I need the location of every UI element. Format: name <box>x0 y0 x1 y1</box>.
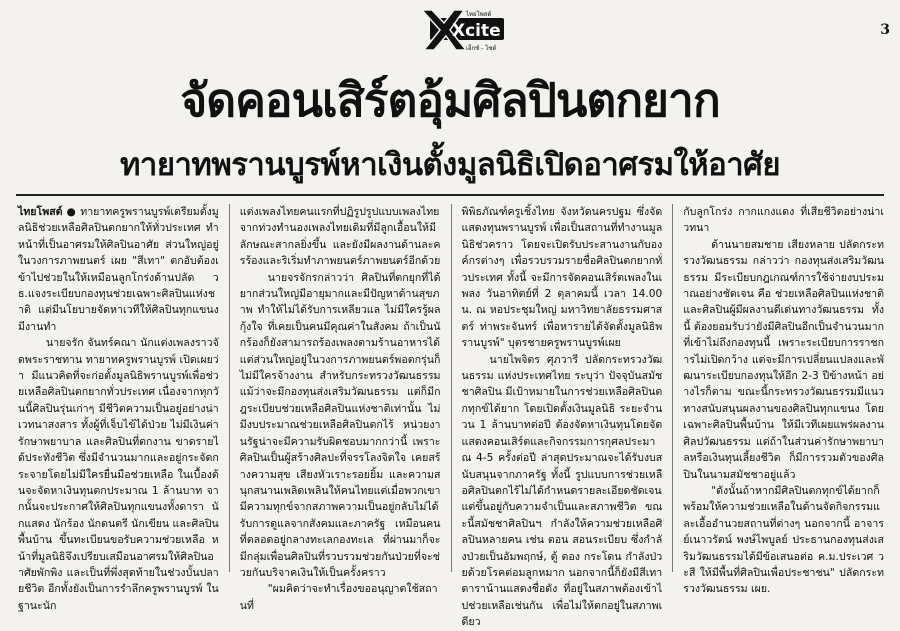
headline: จัดคอนเสิร์ตอุ้มศิลปินตกยาก <box>180 73 720 127</box>
paragraph: พิพิธภัณฑ์ครูเชิ้งไทย จังหวัดนครปฐม ซึ่งจัดแสดงทุนพรานบูรพ์ เพื่อเป็นสถานที่ทำงานมูลนิธิช่วคราว โดยจะเปิดรับประสานงานกับองค์กรต่างๆ เพื่อรวบรวมรายชื่อศิลปินตกยากทั่วประเทศ ทั้งนี้ จะมีการจัดคอนเสิร์ตเพลงในเพลง วันอาทิตย์ที่ 2 ตุลาคมนี้ เวลา 14.00 น. ณ หอประชุมใหญ่ มหาวิทยาลัยธรรมศาสตร์ ท่าพระจันทร์ เพื่อหารายได้จัดตั้งมูลนิธิพรานบูรพ์" บุตรชายครูพรานบูรพ์เผย <box>461 206 663 350</box>
paragraph: "ดังนั้นถ้าหากมีศิลปินตกทุกข์ได้ยากก็พร้อมให้ความช่วยเหลือในด้านจัดกิจกรรมและเอื้ออำนวยสถานที่ต่างๆ นอกจากนี้ อาจารย์เนาวรัตน์ พงษ์ไพบูลย์ ประธานกองทุนส่งเสริมวัฒนธรรมได้มีข้อเสนอต่อ ค.ม.ประเวศ วะสี ให้มีพื้นที่ศิลปินเพื่อประชาชน" ปลัดกระทรวงวัฒนธรรม เผย. <box>683 484 884 596</box>
article-column-2 <box>239 204 441 612</box>
svg-text:เอ็กซ์ - ไซต์: เอ็กซ์ - ไซต์ <box>466 45 497 52</box>
article-column-1 <box>18 204 219 612</box>
divider <box>16 194 884 196</box>
column-divider <box>451 204 452 572</box>
paragraph: ไทยโพสต์ ● ทายาทครูพรานบูรพ์เตรียมตั้งมูลนิธิช่วยเหลือศิลปินตกยากให้ทั่วประเทศ ทำหน้าที่เป็นอาศรมให้ศิลปินอาศัย ส่วนใหญ่อยู่ในวงการภาพยนตร์ เผย "สีเทา" ตกอับต้องเข้าไปช่วยในให้เหมือนลูกโกร่งด้านปลัด วธ.แจงระเบียบกองทุนช่วยเฉพาะศิลปินแห่งชาติ แต่มีนโยบายจัดหาเวทีให้ศิลปินทุกแขนงมีงานทำ <box>18 206 219 333</box>
xcite-logo <box>420 6 506 54</box>
column-divider <box>672 204 673 572</box>
article-column-3 <box>461 204 663 629</box>
column-divider <box>229 204 230 572</box>
svg-text:ไทยโพสต์: ไทยโพสต์ <box>466 11 492 18</box>
paragraph: ด้านนายสมชาย เสียงหลาย ปลัดกระทรวงวัฒนธรรม กล่าวว่า กองทุนส่งเสริมวัฒนธรรม มีระเบียบกฎเกณฑ์การใช้จ่ายงบประมาณอย่างชัดเจน คือ ช่วยเหลือศิลปินแห่งชาติ และศิลปินผู้มีผลงานดีเด่นทางวัฒนธรรม ทั้งนี้ ต้องยอมรับว่ายังมีศิลปินอีกเป็นจำนวนมากที่เข้าไม่ถึงกองทุนนี้ เพราะระเบียบการราชการไม่เปิดกว้าง แต่จะมีการเปลี่ยนแปลงและพัฒนาระเบียบกองทุนให้อีก 2-3 ปีข้างหน้า อย่างไรก็ตาม ขณะนี้กระทรวงวัฒนธรรมมีแนวทางสนับสนุนผลงานของศิลปินทุกแขนง โดยเฉพาะศิลปินพื้นบ้าน ให้มีเวทีเผยแพร่ผลงานศิลปวัฒนธรรม แต่ถ้าในส่วนค่ารักษาพยาบาลหรือเงินทุนเลี้ยงชีวิต ก็มีการรวมตัวของศิลปินในนามสมัชชาอยู่แล้ว <box>683 238 884 481</box>
paragraph: นายจรจักรกล่าวว่า ศิลปินที่ตกยุกที่ได้ยากส่วนใหญ่มีอายุมากและมีปัญหาด้านสุขภาพ ทำให้ไม่ได้รับการเหลียวแล ไม่มีใครรู้ผลกุ้งใจ ที่เคยเป็นคนมีคุณค่าในสังคม ถ้าเป็นนักร้องก็ยังสามารถร้องเพลงตามร้านอาหารได้ แต่ส่วนใหญ่อยู่ในวงการภาพยนตร์พอตกรุ่นก็ไม่มีใครจ้างงาน สำหรับกระทรวงวัฒนธรรม แม้ว่าจะมีกองทุนส่งเสริมวัฒนธรรม แต่ก็มีกฎระเบียบช่วยเหลือศิลปินแห่งชาติเท่านั้น ไม่มีงบประมาณช่วยเหลือศิลปินตกไร้ หน่วยงานรัฐน่าจะมีความรับผิดชอบมากกว่านี้ เพราะศิลปินเป็นผู้สร้างศิลปะที่จรรโลงจิตใจ เคยสร้างความสุข เสียงหัวเราะรอยยิ้ม และความสนุกสนานเพลิดเพลินให้คนไทยแต่เมื่อพวกเขามีความทุกข์จากสภาพความเป็นอยู่กลับไม่ได้รับการดูแลจากสังคมและภาครัฐ เหมือนคนที่ตลอดอยู่กลางทะเลกองทะเล ที่ผ่านมาก็จะมีกลุ่มเพื่อนศิลปินที่รวบรวมช่วยกันป่วยที่จะช่วยกันบริจาคเงินให้เป็นครั้งคราว <box>239 271 441 579</box>
page-number: 3 <box>880 22 890 38</box>
paragraph: แต่งเพลงไทยคนแรกที่ปฏิรูปรูปแบบเพลงไทย จากท่วงทำนองเพลงไทยเดิมที่มีลูกเอื้อนให้มีลักษณะสากลยิ่งขึ้น และยังมีผลงานด้านละครร้องและริเริ่มทำภาพยนตร์ภาพยนตร์อีกด้วย <box>239 206 441 268</box>
article-body <box>18 204 884 629</box>
svg-text:Xcite: Xcite <box>452 21 501 41</box>
paragraph: นายจรัก จันทร์คณา นักแต่งเพลงราวจัดพระราชทาน ทายาทครูพรานบูรพ์ เปิดเผยว่า มีแนวคิดที่จะก่อตั้งมูลนิธิพรานบูรพ์เพื่อช่วยเหลือศิลปินตกยากทั่วประเทศ เนื่องจากทุกวันนี้ศิลปินรุ่นเก่าๆ มีชีวิตความเป็นอยู่อย่างน่าเวทนาสงสาร ทั้งผู้ที่เจ็บไข้ได้ป่วย ไม่มีเงินค่ารักษาพยาบาล และศิลปินที่ตกงาน ขาดรายได้ประทังชีวิต ซึ่งมีจำนวนมากและอยู่กระจัดกระจายโดยไม่มีใครยื่นมือช่วยเหลือ ในเบื้องต้นจะจัดหาเงินทุนตกประมาณ 1 ล้านบาท จากนั้นจะประกาศให้ศิลปินทุกแขนงทั้งดารา นักแสดง นักร้อง นักดนตรี นักเขียน และศิลปินพื้นบ้าน ขึ้นทะเบียนขอรับความช่วยเหลือ หน้าที่มูลนิธิจึงเปรียบเสมือนอาศรมให้ศิลปินอาศัยพักพิง และเป็นที่พึ่งสุดท้ายในช่วงบั้นปลายชีวิต อีกทั้งยังเป็นการรำลึกครูพรานบูรพ์ ในฐานะนัก <box>18 337 219 612</box>
paragraph: นายไพจิตร ศุภวารี ปลัดกระทรวงวัฒนธรรม แห่งประเทศไทย ระบุว่า ปัจจุบันสมัชชาศิลปิน มีเป้าหมายในการช่วยเหลือศิลปินตกทุกข์ได้ยาก โดยเปิดตั้งเงินมูลนิธิ ระยะจำนวน 1 ล้านบาทต่อปี ต้องจัดหาเงินทุนโดยจัดแสดงคอนเสิร์ตและกิจกรรมการกุศลประมาณ 4-5 ครั้งต่อปี ล่าสุดประมาณจะได้รับงบสนับสนุนจากภาครัฐ ทั้งนี้ รูปแบบการช่วยเหลือศิลปินตกไร้ไม่ได้กำหนดรายละเอียดชัดเจน แต่ขึ้นอยู่กับความจำเป็นและสภาพชีวิต ขณะนี้สมัชชาศิลปินฯ กำลังให้ความช่วยเหลือศิลปินหลายคน เช่น ตอน สอนระเบียบ ซึ่งกำลังป่วยเป็นอัมพฤกษ์, ตู้ ตอง กระโดน กำลังป่วยด้วยโรคต่อมลูกหมาก นอกจากนี้ก็ยังมีสีเทา ดาราน้านแสดงชื่อดัง ที่อยู่ในสภาพต้องเข้าไปช่วยเหลือเช่นกัน เพื่อไม่ให้ตกอยู่ในสภาพเดียว <box>461 353 663 629</box>
paragraph: กับลูกโกร่ง กากแกงแดง ที่เสียชีวิตอย่างน่าเวทนา <box>683 206 884 235</box>
byline: ไทยโพสต์ <box>18 206 63 218</box>
article-column-4 <box>683 204 884 596</box>
subheadline: ทายาทพรานบูรพ์หาเงินตั้งมูลนิธิเปิดอาศรมให้อาศัย <box>119 147 780 183</box>
paragraph: "ผมคิดว่าจะทำเรื่องขออนุญาตใช้สถานที่ <box>239 583 438 612</box>
